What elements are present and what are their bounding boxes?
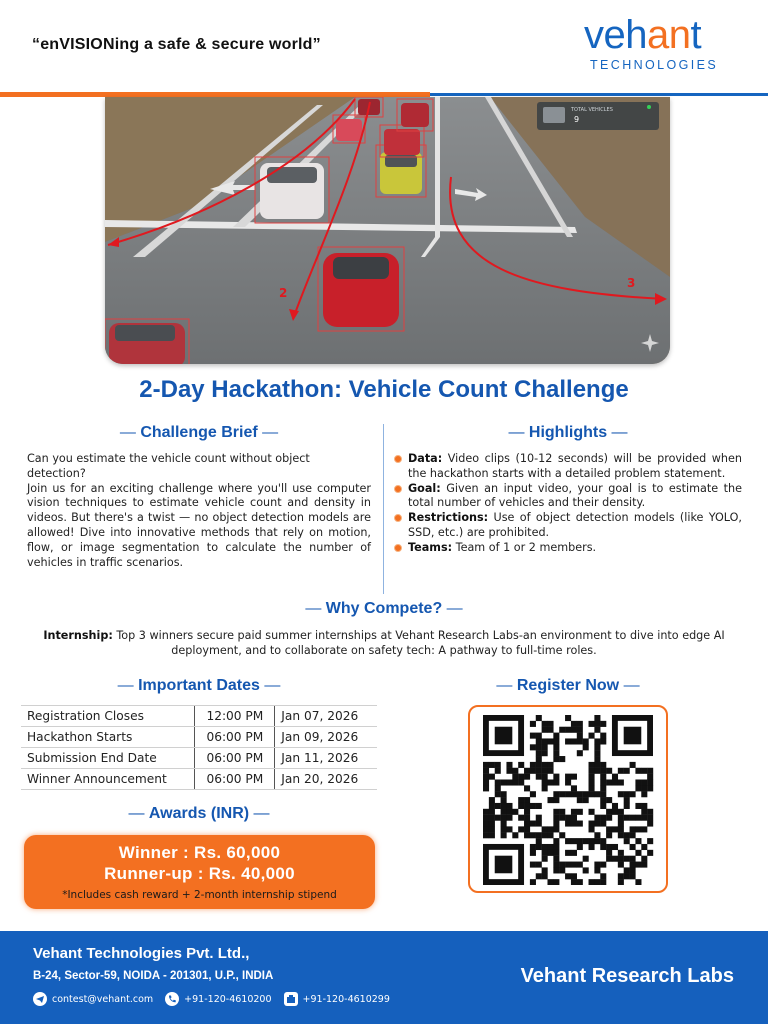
telegram-icon: [33, 992, 47, 1006]
car-bottom-left: [105, 319, 189, 364]
table-row: Submission End Date 06:00 PM Jan 11, 2026: [21, 748, 377, 769]
car-pickup: [255, 157, 329, 223]
column-divider: [383, 424, 384, 594]
highlight-item-restrictions: Restrictions: Use of object detection models (like YOLO, SSD, etc.) are prohibited.: [394, 511, 742, 541]
bullet-icon: [394, 514, 402, 522]
table-row: Hackathon Starts 06:00 PM Jan 09, 2026: [21, 727, 377, 748]
highlights-heading: — Highlights —: [508, 424, 628, 441]
header: [0, 0, 768, 96]
fax-icon: [284, 992, 298, 1006]
table-row: Registration Closes 12:00 PM Jan 07, 2026: [21, 706, 377, 727]
challenge-brief-heading: — Challenge Brief —: [119, 424, 279, 441]
highlight-item-data: Data: Video clips (10-12 seconds) will be provided when the hackathon starts with a detailed problem statement.: [394, 452, 742, 482]
register-qr-frame[interactable]: [468, 705, 668, 893]
bullet-icon: [394, 455, 402, 463]
runner-up-prize: Runner-up : Rs. 40,000: [104, 864, 295, 883]
lane-label-2: 2: [279, 286, 288, 300]
highlight-item-teams: Teams: Team of 1 or 2 members.: [394, 541, 742, 556]
qr-code[interactable]: [478, 715, 658, 885]
footer-labs-name: Vehant Research Labs: [520, 965, 734, 987]
awards-box: [24, 835, 375, 909]
brief-description: Join us for an exciting challenge where you'll use computer vision techniques to estimate vehicle count and density in videos. But there's a twist — no object detection models are allowed! Dive into innovative methods that rely on motion, flow, or image segmentation to calculate the number of vehicles in traffic scenarios.: [27, 481, 371, 569]
important-dates-heading: — Important Dates —: [117, 677, 281, 694]
bullet-icon: [394, 544, 402, 552]
vehant-logo: [584, 14, 734, 76]
footer-company: Vehant Technologies Pvt. Ltd.,: [33, 945, 250, 962]
important-dates-table: [21, 705, 377, 790]
footer-fax[interactable]: +91-120-4610299: [284, 992, 390, 1006]
logo-wordmark: vehant: [584, 13, 702, 57]
footer-contacts: [33, 992, 402, 1006]
footer: [0, 931, 768, 1024]
why-compete-heading: — Why Compete? —: [305, 600, 463, 617]
highlight-item-goal: Goal: Given an input video, your goal is to estimate the total number of vehicles and their density.: [394, 482, 742, 512]
highlights-list: [394, 452, 742, 556]
footer-phone[interactable]: +91-120-4610200: [165, 992, 271, 1006]
car-red-front: [318, 247, 404, 331]
footer-email[interactable]: contest@vehant.com: [33, 992, 153, 1006]
awards-note: *Includes cash reward + 2-month internship stipend: [62, 889, 337, 901]
table-row: Winner Announcement 06:00 PM Jan 20, 2026: [21, 769, 377, 790]
overlay-count: 9: [574, 115, 580, 124]
brief-question: Can you estimate the vehicle count without object detection?: [27, 452, 310, 480]
awards-heading: — Awards (INR) —: [128, 805, 270, 822]
challenge-brief-text: [27, 452, 371, 570]
page-title: 2-Day Hackathon: Vehicle Count Challenge: [139, 376, 629, 403]
footer-address: B-24, Sector-59, NOIDA - 201301, U.P., INDIA: [33, 970, 274, 982]
logo-subtitle: TECHNOLOGIES: [590, 58, 719, 72]
bullet-icon: [394, 485, 402, 493]
hero-traffic-image: [105, 97, 670, 364]
tagline: “enVISIONing a safe & secure world”: [32, 36, 321, 53]
phone-icon: [165, 992, 179, 1006]
winner-prize: Winner : Rs. 60,000: [118, 843, 281, 862]
why-compete-text: Internship: Top 3 winners secure paid summer internships at Vehant Research Labs-an environment to dive into edge AI deployment, and to collaborate on safety tech: A pathway to full-time roles.: [43, 629, 725, 657]
register-now-heading: — Register Now —: [496, 677, 640, 694]
lane-label-3: 3: [627, 276, 636, 290]
car-small-2: [380, 125, 424, 157]
overlay-label: TOTAL VEHICLES: [571, 107, 613, 113]
